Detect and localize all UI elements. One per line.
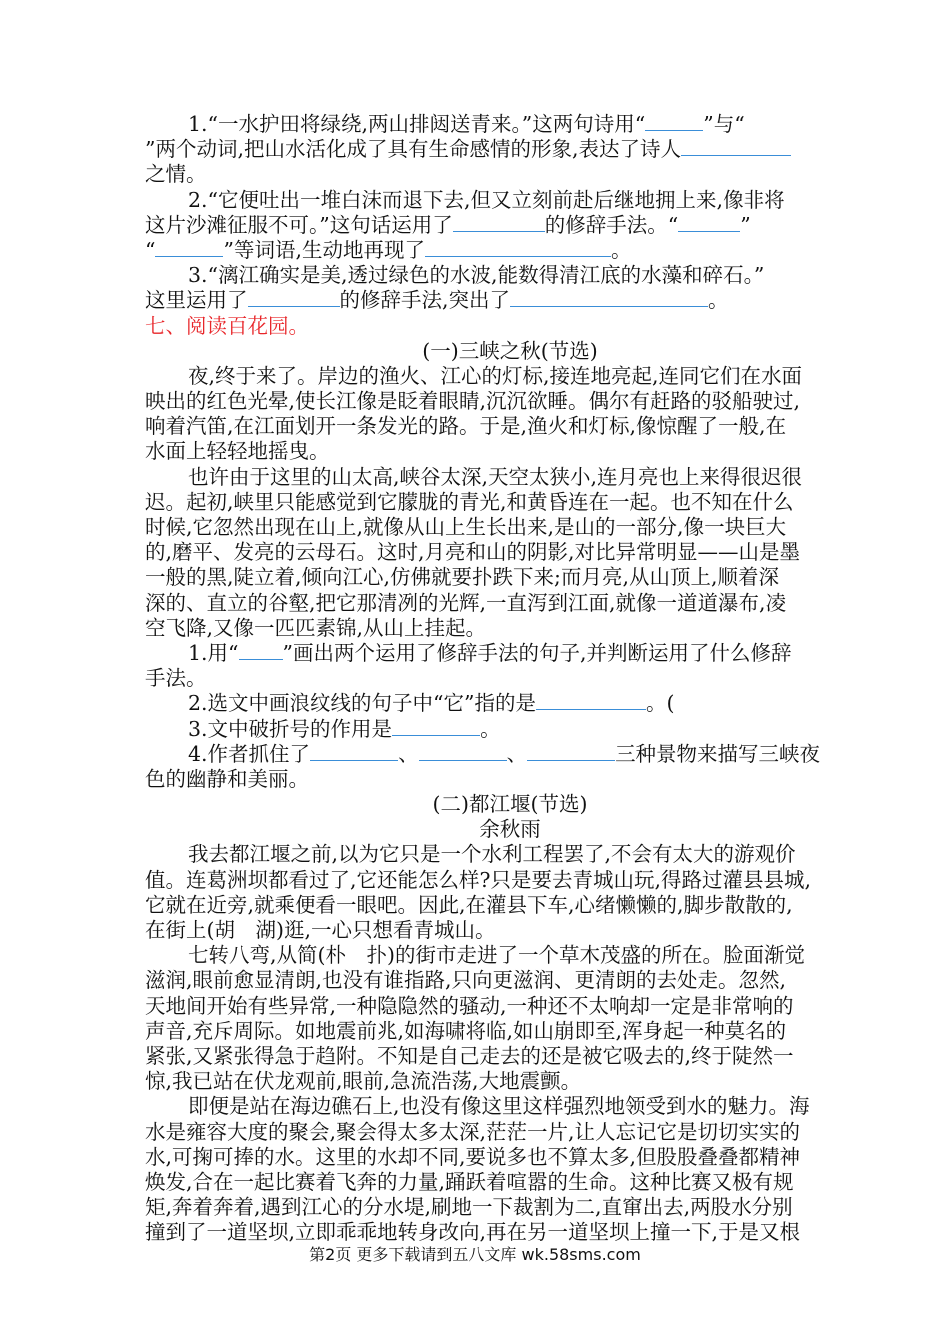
passage-line: 映出的红色光晕,使长江像是眨着眼睛,沉沉欲睡。偶尔有赶路的驳船驶过,: [145, 389, 801, 414]
passage-line: 声音,充斥周际。如地震前兆,如海啸将临,如山崩即至,浑身起一种莫名的: [145, 1018, 787, 1043]
passage-line: 我去都江堰之前,以为它只是一个水利工程罢了,不会有太大的游观价: [188, 842, 796, 867]
answer-blank[interactable]: [678, 213, 740, 232]
passage-line: 惊,我已站在伏龙观前,眼前,急流浩荡,大地震颤。: [145, 1069, 582, 1094]
answer-blank[interactable]: [453, 213, 545, 232]
part2-author: 余秋雨: [479, 817, 541, 842]
answer-blank[interactable]: [527, 742, 615, 761]
passage-line: 值。连葛洲坝都看过了,它还能怎么样?只是要去青城山玩,得路过灌县县城,: [145, 867, 812, 892]
p1-q4-line-2: 色的幽静和美丽。: [145, 766, 309, 791]
passage-line: 迟。起初,峡里只能感觉到它朦胧的青光,和黄昏连在一起。也不知在什么: [145, 489, 794, 514]
section-title: 七、阅读百花园。: [145, 313, 309, 338]
passage-line: 夜,终于来了。岸边的渔火、江心的灯标,接连地亮起,连同它们在水面: [188, 363, 803, 388]
passage-line: 水面上轻轻地摇曳。: [145, 439, 330, 464]
answer-blank[interactable]: [155, 238, 223, 257]
passage-line: 矩,奔着奔着,遇到江心的分水堤,刷地一下裁割为二,直窜出去,两股水分别: [145, 1195, 793, 1220]
answer-blank[interactable]: [645, 112, 703, 131]
answer-blank[interactable]: [681, 137, 791, 156]
p1-q4-line-1: 4.作者抓住了 、 、 三种景物来描写三峡夜: [188, 741, 821, 766]
answer-blank[interactable]: [392, 717, 480, 736]
passage-line: 焕发,合在一起比赛着飞奔的力量,踊跃着喧嚣的生命。这种比赛又极有规: [145, 1169, 794, 1194]
passage-line: 撞到了一道坚坝,立即乖乖地转身改向,再在另一道坚坝上撞一下,于是又根: [145, 1220, 801, 1245]
passage-line: 深的、直立的谷壑,把它那清冽的光辉,一直泻到江面,就像一道道瀑布,凌: [145, 590, 787, 615]
passage-line: 空飞降,又像一匹匹素锦,从山上挂起。: [145, 615, 487, 640]
answer-blank[interactable]: [239, 641, 283, 660]
q2-line-3: “ ”等词语,生动地再现了 。: [145, 237, 632, 262]
q1-line-3: 之情。: [145, 162, 207, 187]
part1-title: (一)三峡之秋(节选): [422, 338, 598, 363]
q3-line-1: 3.“漓江确实是美,透过绿色的水波,能数得清江底的水藻和碎石。”: [188, 263, 765, 288]
p1-q1-line-1: 1.用“ ”画出两个运用了修辞手法的句子,并判断运用了什么修辞: [188, 640, 792, 665]
part2-title: (二)都江堰(节选): [432, 792, 588, 817]
answer-blank[interactable]: [248, 288, 340, 307]
answer-blank[interactable]: [536, 691, 646, 710]
q2-line-1: 2.“它便吐出一堆白沫而退下去,但又立刻前赴后继地拥上来,像非将: [188, 187, 785, 212]
passage-line: 天地间开始有些异常,一种隐隐然的骚动,一种还不太响却一定是非常响的: [145, 993, 794, 1018]
q1-line-2: ”两个动词,把山水活化成了具有生命感情的形象,表达了诗人: [145, 137, 875, 162]
passage-line: 水,可掬可捧的水。这里的水却不同,要说多也不算太多,但股股叠叠都精神: [145, 1144, 801, 1169]
passage-line: 在街上(胡 湖)逛,一心只想看青城山。: [145, 918, 496, 942]
passage-line: 也许由于这里的山太高,峡谷太深,天空太狭小,连月亮也上来得很迟很: [188, 464, 803, 489]
q3-line-2: 这里运用了 的修辞手法,突出了 。: [145, 288, 729, 313]
passage-line: 时候,它忽然出现在山上,就像从山上生长出来,是山的一部分,像一块巨大: [145, 515, 787, 539]
document-body: [145, 112, 875, 1245]
passage-line: 七转八弯,从简(朴 扑)的街市走进了一个草木茂盛的所在。脸面渐觉: [188, 943, 806, 968]
passage-line: 一般的黑,陡立着,倾向江心,仿佛就要扑跌下来;而月亮,从山顶上,顺着深: [145, 565, 779, 590]
passage-line: 紧张,又紧张得急于趋附。不知是自己走去的还是被它吸去的,终于陡然一: [145, 1043, 794, 1068]
page-footer: 第2页 更多下载请到五八文库 wk.58sms.com: [309, 1245, 641, 1264]
p1-q3: 3.文中破折号的作用是 。: [188, 716, 501, 741]
answer-blank[interactable]: [510, 288, 708, 307]
answer-blank[interactable]: [425, 238, 611, 257]
passage-line: 即便是站在海边礁石上,也没有像这里这样强烈地领受到水的魅力。海: [188, 1094, 810, 1119]
q1-line-1: 1.“一水护田将绿绕,两山排闼送青来。”这两句诗用“ ”与“: [188, 112, 745, 136]
passage-line: 滋润,眼前愈显清朗,也没有谁指路,只向更滋润、更清朗的去处走。忽然,: [145, 968, 787, 993]
answer-blank[interactable]: [310, 742, 398, 761]
passage-line: 它就在近旁,就乘便看一眼吧。因此,在灌县下车,心绪懒懒的,脚步散散的,: [145, 892, 793, 917]
passage-line: 响着汽笛,在江面划开一条发光的路。于是,渔火和灯标,像惊醒了一般,在: [145, 414, 787, 439]
passage-line: 的,磨平、发亮的云母石。这时,月亮和山的阴影,对比异常明显——山是墨: [145, 540, 801, 565]
q2-line-2: 这片沙滩征服不可。”这句话运用了 的修辞手法。“ ”: [145, 212, 751, 237]
passage-line: 水是雍容大度的聚会,聚会得太多太深,茫茫一片,让人忘记它是切切实实的: [145, 1119, 801, 1144]
answer-blank[interactable]: [419, 742, 507, 761]
p1-q2: 2.选文中画浪纹线的句子中“它”指的是 。(: [188, 691, 675, 716]
p1-q1-line-2: 手法。: [145, 666, 207, 691]
